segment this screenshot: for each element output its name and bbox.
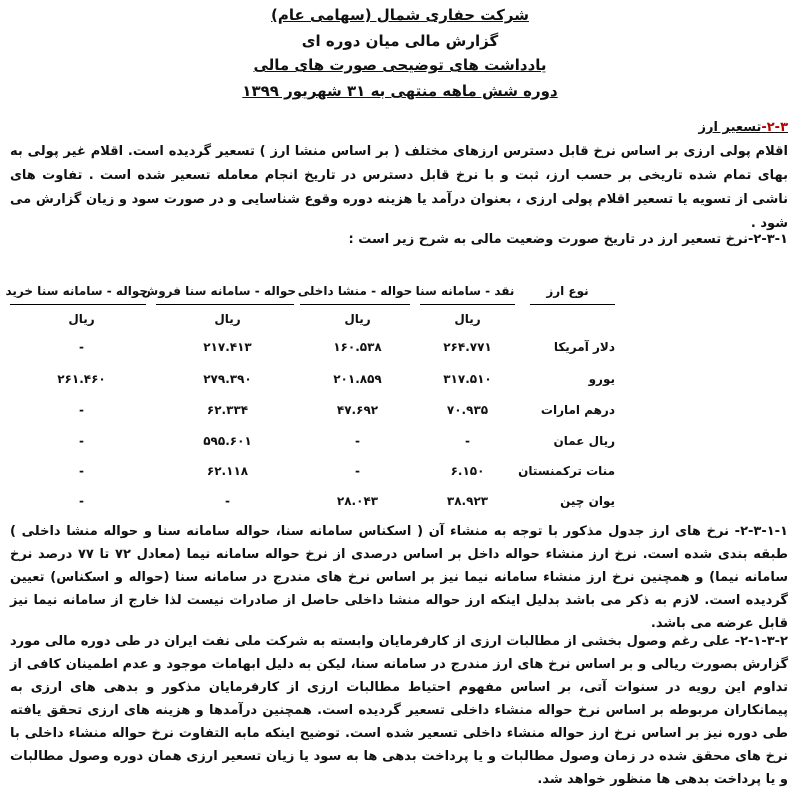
cell-remit-domestic: ۴۷.۶۹۲ [336,403,379,417]
cell-remit-sana-sell: ۲۷۹.۳۹۰ [203,372,252,386]
cell-remit-domestic: ۱۶۰.۵۳۸ [333,340,382,354]
cell-remit-sana-buy: - [79,464,84,478]
column-header-currency: نوع ارز [546,284,589,298]
cell-remit-sana-buy: - [79,494,84,508]
cell-remit-domestic: - [355,434,360,448]
row-currency: یوان چین [560,494,615,508]
period-title: دوره شش ماهه منتهی به ۳۱ شهریور ۱۳۹۹ [242,82,558,100]
cell-remit-sana-sell: ۶۲.۳۳۴ [206,403,249,417]
cell-remit-sana-buy: ۲۶۱.۴۶۰ [57,372,106,386]
unit-label: ریال [214,312,241,326]
section-number: ۲-۳- [761,120,788,135]
cell-cash-sana: ۷۰.۹۳۵ [446,403,489,417]
section-title-text: تسعیر ارز [698,120,762,135]
company-name: شرکت حفاری شمال (سهامی عام) [271,6,529,24]
paragraph-intro: اقلام پولی ارزی بر اساس نرخ قابل دسترس ارزهای مختلف ( بر اساس منشا ارز ) تسعیر گردیده است. اقلام غیر پولی به بهای تمام شده تاریخی بر حسب ارز، ثبت و با نرخ قابل دسترس در تاریخ انجام معامله تسعیر شده است . تفاوت های ناشی از تسویه یا تسعیر اقلام پولی ارزی ، بعنوان درآمد یا هزینه دوره وقوع شناسایی و در صورت سود و زیان گزارش می شود . [10,144,788,231]
column-header-remit-domestic: حواله - منشا داخلی [297,284,413,298]
header-rule [156,304,294,305]
note-paragraph-1: ۲-۳-۱-۱- نرخ های ارز جدول مذکور با توجه به منشاء آن ( اسکناس سامانه سنا، حواله سامانه سنا و حواله منشا داخلی ) طبقه بندی شده است. نرخ ارز منشاء حواله داخل بر اساس درصدی از نرخ حواله سامانه نیما (معادل ۷۲ تا ۷۷ درصد نرخ سامانه نیما) و همچنین نرخ ارز منشاء سامانه نیما نیز بر اساس نرخ های مندرج در سامانه سنا (حواله و اسکناس) تعیین گردیده است. لازم به ذکر می باشد بدلیل اینکه ارز حواله منشا داخلی حاصل از صادرات نیست لذا خارج از سامانه نیما نیز قابل عرضه می باشد. [10,524,788,631]
column-header-cash-sana: نقد - سامانه سنا [415,284,515,298]
cell-remit-domestic: ۲۸.۰۴۳ [336,494,379,508]
row-currency: منات ترکمنستان [518,464,615,478]
cell-cash-sana: - [465,434,470,448]
unit-label: ریال [454,312,481,326]
cell-remit-sana-buy: - [79,340,84,354]
row-currency: ریال عمان [553,434,615,448]
cell-cash-sana: ۲۶۴.۷۷۱ [443,340,492,354]
rate-table-heading: ۲-۳-۱-نرخ تسعیر ارز در تاریخ صورت وضعیت مالی به شرح زیر است : [348,232,788,247]
cell-cash-sana: ۳۱۷.۵۱۰ [443,372,492,386]
cell-remit-sana-sell: ۶۲.۱۱۸ [206,464,249,478]
report-title: گزارش مالی میان دوره ای [301,32,499,50]
note-paragraph-2: ۲-۱-۳-۲- علی رغم وصول بخشی از مطالبات ارزی از کارفرمایان وابسته به شرکت ملی نفت ایران در طی دوره مالی مورد گزارش بصورت ریالی و بر اساس نرخ های ارز مندرج در سامانه سنا، لیکن به دلیل ابهامات موجود و عدم اطمینان کافی از تداوم این رویه در سنوات آتی، بر اساس مفهوم احتیاط مطالبات ارزی از کارفرمایان مذکور و بدهی های ارزی به پیمانکاران مربوطه بر اساس نرخ حواله منشاء داخلی تسعیر گردیده است. همچنین درآمدها و هزینه های ارزی تحقق یافته طی دوره نیز بر اساس نرخ ارز حواله منشاء داخلی تسعیر شده است. توضیح اینکه مابه التفاوت نرخ حواله منشاء داخلی با نرخ های محقق شده در زمان وصول مطالبات و یا پرداخت بدهی ها به سود یا زیان تسعیر ارزی همان دوره وصول مطالبات و یا پرداخت بدهی ها منظور خواهد شد. [10,634,788,787]
header-rule [420,304,515,305]
cell-cash-sana: ۶.۱۵۰ [450,464,485,478]
cell-remit-sana-sell: ۵۹۵.۶۰۱ [203,434,252,448]
cell-remit-sana-buy: - [79,403,84,417]
header-rule [530,304,615,305]
cell-remit-sana-sell: ۲۱۷.۴۱۳ [203,340,252,354]
unit-label: ریال [68,312,95,326]
section-title [699,120,788,135]
header-rule [10,304,146,305]
notes-title: یادداشت های توضیحی صورت های مالی [253,56,547,74]
cell-remit-domestic: - [355,464,360,478]
cell-remit-sana-sell: - [225,494,230,508]
cell-remit-sana-buy: - [79,434,84,448]
cell-cash-sana: ۳۸.۹۲۳ [446,494,489,508]
header-rule [300,304,410,305]
row-currency: درهم امارات [540,403,615,417]
column-header-remit-sana-buy: حواله - سامانه سنا خرید [5,284,148,298]
unit-label: ریال [344,312,371,326]
cell-remit-domestic: ۲۰۱.۸۵۹ [333,372,382,386]
column-header-remit-sana-sell: حواله - سامانه سنا فروش [141,284,296,298]
row-currency: دلار آمریکا [553,340,615,354]
row-currency: یورو [588,372,615,386]
